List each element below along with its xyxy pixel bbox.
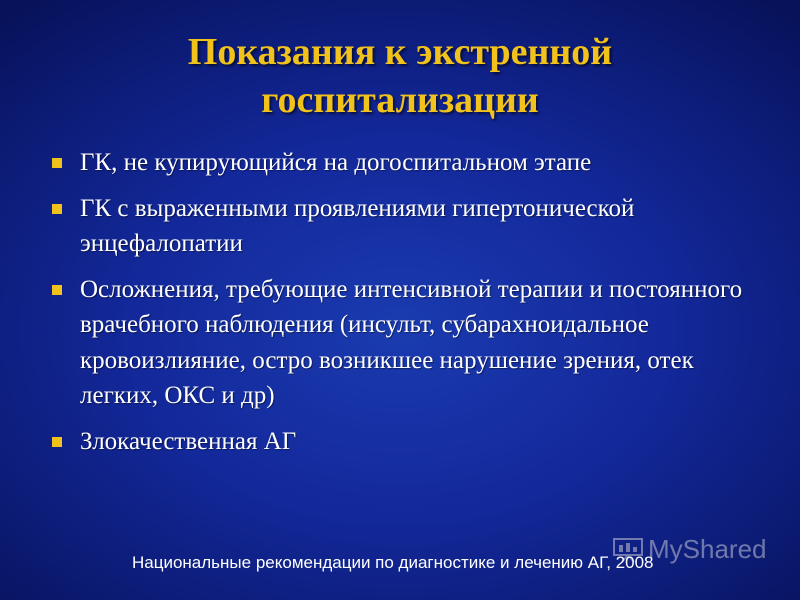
slide-title	[60, 28, 740, 124]
source-footnote: Национальные рекомендации по диагностике и лечению АГ, 2008	[132, 553, 654, 572]
bullet-item	[50, 424, 760, 460]
title-line-1: Показания к экстренной	[187, 31, 613, 73]
bullet-text: Злокачественная АГ	[80, 427, 297, 455]
square-bullet-icon	[52, 204, 62, 214]
bullet-list	[50, 145, 760, 469]
watermark-text: MyShared	[648, 534, 767, 564]
square-bullet-icon	[52, 285, 62, 295]
bullet-text: ГК с выраженными проявлениями гипертонической энцефалопатии	[80, 194, 635, 257]
square-bullet-icon	[52, 437, 62, 447]
watermark	[612, 534, 767, 565]
bullet-item	[50, 272, 760, 414]
bullet-item	[50, 145, 760, 181]
square-bullet-icon	[52, 158, 62, 168]
presentation-board-icon	[612, 537, 644, 563]
bullet-item	[50, 191, 760, 262]
title-line-2: госпитализации	[261, 79, 539, 121]
bullet-text: Осложнения, требующие интенсивной терапии и постоянного врачебного наблюдения (инсульт, субарахноидальное кровоизлияние, остро возникшее нарушение зрения, отек легких, ОКС и др)	[80, 275, 743, 409]
bullet-text: ГК, не купирующийся на догоспитальном этапе	[80, 149, 592, 176]
